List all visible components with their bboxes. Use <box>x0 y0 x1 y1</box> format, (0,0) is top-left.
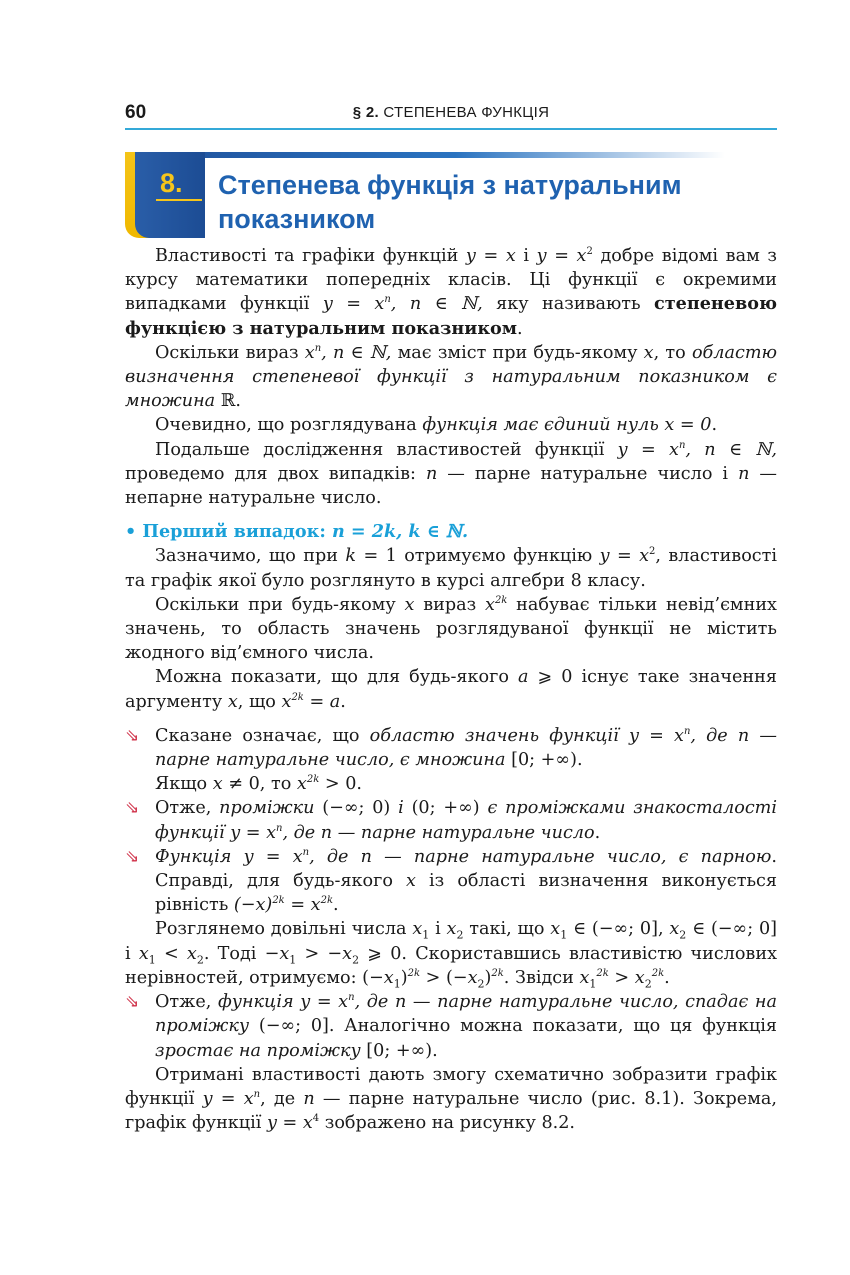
page-header <box>125 100 777 130</box>
text: > 0. <box>319 774 362 795</box>
header-rule <box>125 128 777 130</box>
formula: x <box>138 943 149 964</box>
formula: ℝ <box>215 391 236 412</box>
text-italic: проміжки <box>219 798 315 819</box>
formula: , n ∈ ℕ, <box>390 294 483 315</box>
exponent: n <box>276 822 283 834</box>
text-italic: функція має єдиний нуль <box>422 415 659 436</box>
formula: a <box>517 667 529 688</box>
subscript: 2 <box>644 977 652 991</box>
formula: n <box>303 1088 315 1109</box>
arrow-marker-icon: ⇘ <box>125 798 140 819</box>
text-italic: , де n — парне натуральне число <box>282 822 595 843</box>
arrow-marker-icon: ⇘ <box>125 992 140 1013</box>
text: набуває тільки невід’ємних значень, то область значень розглядуваної функції не містить жодного від’ємного числа. <box>125 594 777 664</box>
text: Сказане означає, що <box>155 725 370 746</box>
case-formula: n = 2k, k ∈ ℕ. <box>331 521 469 543</box>
text: вираз <box>414 594 485 615</box>
marked-statement-2 <box>125 796 777 844</box>
text: Очевидно, що розглядувана <box>155 415 423 436</box>
subscript: 1 <box>393 977 401 991</box>
text: > − <box>296 943 343 964</box>
formula: y = x <box>322 294 385 315</box>
text: , що <box>237 691 282 712</box>
subscript: 1 <box>589 977 597 991</box>
exponent: 2 <box>649 546 656 558</box>
formula: x <box>304 342 315 363</box>
text: проведемо для двох випадків: <box>125 463 426 484</box>
text: — парне натуральне число і <box>437 463 739 484</box>
formula: x <box>579 967 590 988</box>
text: ≠ 0, то <box>222 774 297 795</box>
text: . <box>432 1040 438 1061</box>
formula: , n ∈ ℕ, <box>321 342 392 363</box>
subscript: 1 <box>560 929 568 942</box>
formula: y = x <box>628 725 684 746</box>
text-italic: є проміжками знакосталості функції <box>155 798 777 843</box>
formula: x <box>669 919 680 940</box>
formula: n <box>738 463 750 484</box>
exponent: n <box>678 439 686 451</box>
text: Оскільки вираз <box>155 342 305 363</box>
formula: x <box>406 871 416 892</box>
arrow-marker-icon: ⇘ <box>125 725 140 746</box>
text: > (− <box>420 967 468 988</box>
text-italic: і <box>398 798 404 819</box>
marked-statement-1 <box>125 724 777 797</box>
formula: k <box>345 546 357 567</box>
text-italic: Функція <box>155 846 244 867</box>
text: . Звідси <box>503 967 580 988</box>
formula: a <box>329 691 341 712</box>
formula: x <box>279 943 290 964</box>
subscript: 2 <box>679 929 687 942</box>
formula: x <box>281 691 292 712</box>
formula: (−x) <box>233 895 273 916</box>
text: Оскільки при будь-якому <box>155 594 405 615</box>
formula: y = x <box>266 1113 313 1134</box>
text: . <box>340 691 346 712</box>
text: Подальше дослідження властивостей функції <box>155 439 618 460</box>
formula: y = x <box>536 246 587 266</box>
text-italic: областю визначення степеневої функції з натуральним показником є множина <box>125 342 777 412</box>
text-italic: функція <box>217 992 301 1013</box>
term-bold: степеневою функцією з натуральним показником <box>125 293 777 339</box>
paragraph-5 <box>125 544 777 592</box>
text: ∈ (−∞; 0], <box>567 919 670 940</box>
bullet: • <box>125 521 137 543</box>
paragraph-4 <box>125 438 777 511</box>
text: і <box>515 246 537 266</box>
text: Якщо <box>155 774 213 795</box>
text: . <box>594 822 601 843</box>
text: . <box>711 415 718 436</box>
text: — непарне натуральне число. <box>125 463 778 509</box>
text: . <box>517 318 523 339</box>
text: , де <box>260 1088 304 1109</box>
formula: (−∞; 0] <box>249 1016 329 1037</box>
formula: y = x <box>300 992 349 1013</box>
text: , то <box>653 342 692 363</box>
exponent: 2k <box>651 968 665 980</box>
formula: x <box>342 943 353 964</box>
formula: x <box>212 774 223 795</box>
section-running-title: СТЕПЕНЕВА ФУНКЦІЯ <box>383 104 550 121</box>
text: . <box>333 895 339 916</box>
exponent: n <box>253 1089 261 1101</box>
text: Отримані властивості дають змогу схематично зобразити графік функції <box>125 1064 777 1109</box>
text: . <box>235 391 241 412</box>
formula: x <box>412 919 423 940</box>
exponent: n <box>683 726 691 737</box>
exponent: 2k <box>407 968 421 980</box>
paragraph-2 <box>125 341 777 414</box>
text: із області визначення виконується рівність <box>155 871 777 916</box>
exponent: 2k <box>291 691 304 703</box>
body-text <box>125 244 777 1135</box>
exponent: n <box>384 294 391 306</box>
text: ∈ (−∞; 0] і <box>125 919 778 964</box>
text-italic: зростає на проміжку <box>155 1040 361 1061</box>
exponent: 2k <box>491 968 504 980</box>
formula: x <box>446 919 457 940</box>
subscript: 1 <box>148 953 156 967</box>
text: має зміст при будь-якому <box>391 342 644 363</box>
formula: x <box>186 943 197 964</box>
text: Властивості та графіки функцій <box>155 246 466 266</box>
formula: y = x <box>202 1088 254 1109</box>
text-italic: , де n — парне натуральне число, є парною <box>309 846 772 867</box>
formula: y = x <box>599 546 650 567</box>
paragraph-6 <box>125 593 777 666</box>
exponent: 2k <box>494 594 508 606</box>
section-number-underline <box>156 199 202 201</box>
formula: y = x <box>617 439 679 460</box>
arrow-marker-icon: ⇘ <box>125 846 140 867</box>
formula: x <box>404 594 415 615</box>
text: яку називають <box>482 294 655 315</box>
formula: x <box>550 919 561 940</box>
subscript: 2 <box>352 953 360 967</box>
paragraph-8 <box>125 917 777 990</box>
exponent: 2k <box>306 774 320 786</box>
section-label: § 2. <box>352 104 379 121</box>
case-heading <box>125 520 777 544</box>
subscript: 1 <box>422 929 430 942</box>
text: — парне натуральне число (рис. 8.1). Зокрема, графік функції <box>125 1088 777 1134</box>
formula: x <box>485 594 495 615</box>
paragraph-7 <box>125 665 777 713</box>
text: Розглянемо довільні числа <box>155 919 413 940</box>
text: Зазначимо, що при <box>155 546 346 567</box>
exponent: 2 <box>586 246 593 258</box>
text: < <box>155 943 187 964</box>
text: . Аналогічно можна показати, що ця функція <box>328 1016 777 1037</box>
formula: x <box>383 967 394 988</box>
formula: y = x <box>243 846 303 867</box>
formula: x <box>467 967 478 988</box>
exponent: n <box>302 847 310 859</box>
text: . Тоді − <box>203 943 280 964</box>
exponent: 2k <box>596 968 609 980</box>
text-italic: областю значень функції <box>369 725 629 746</box>
formula: [0; +∞) <box>360 1040 433 1061</box>
text: ) <box>400 967 408 988</box>
text: такі, що <box>463 919 551 940</box>
formula: , n ∈ ℕ, <box>685 439 777 460</box>
section-title: Степенева функція з натуральним показником <box>218 170 682 234</box>
text: зображено на рисунку 8.2. <box>319 1113 576 1134</box>
formula: x <box>296 774 307 795</box>
text: = 1 отримуємо функцію <box>356 546 600 567</box>
page-number: 60 <box>125 102 147 123</box>
exponent: n <box>314 342 322 354</box>
marked-statement-3 <box>125 845 777 918</box>
exponent: n <box>348 992 355 1004</box>
subscript: 1 <box>289 953 297 967</box>
text: , властивості та графік якої було розглянуто в курсі алгебри 8 класу. <box>125 546 778 591</box>
text: Можна показати, що для будь-якого <box>155 667 518 688</box>
formula: (−∞; 0) <box>314 798 399 819</box>
marked-statement-4 <box>125 990 777 1063</box>
title-band <box>125 152 725 158</box>
subscript: 2 <box>477 977 485 991</box>
formula: (0; +∞) <box>403 798 488 819</box>
text: ) <box>484 967 492 988</box>
formula: y = x <box>465 246 516 266</box>
formula: x <box>227 691 238 712</box>
paragraph-1 <box>125 244 777 341</box>
subscript: 2 <box>456 929 464 942</box>
text: > <box>608 967 635 988</box>
text: . Справді, для будь-якого <box>155 846 777 892</box>
formula: [0; +∞) <box>505 750 577 771</box>
text-italic: , де n — парне натуральне число, є множина <box>155 725 777 771</box>
text: = <box>303 691 330 712</box>
exponent: 4 <box>312 1113 320 1125</box>
text: . <box>664 967 670 988</box>
case-label: Перший випадок: <box>136 521 332 543</box>
text-italic: , де n — парне натуральне число, спадає на проміжку <box>155 992 777 1037</box>
text: ⩾ 0 існує таке значення аргументу <box>125 667 777 712</box>
text: ⩾ 0. Скориставшись властивістю числових нерівностей, отримуємо: (− <box>125 943 777 988</box>
formula: y = x <box>230 822 276 843</box>
formula: = x <box>284 895 321 916</box>
text: добре відомі вам з курсу математики попередніх класів. Ці функції є окремими випадками функції <box>125 246 777 315</box>
text: і <box>429 919 447 940</box>
text: Отже, <box>155 992 218 1013</box>
exponent: 2k <box>272 895 285 907</box>
formula: x = 0 <box>658 415 712 436</box>
paragraph-3 <box>125 413 777 437</box>
text: Отже, <box>155 798 220 819</box>
formula: n <box>425 463 438 484</box>
formula: x <box>634 967 645 988</box>
text: . <box>576 750 583 771</box>
exponent: 2k <box>320 895 334 907</box>
section-number: 8. <box>160 168 183 198</box>
formula: x <box>643 342 654 363</box>
running-title <box>125 104 777 121</box>
subscript: 2 <box>196 953 204 967</box>
paragraph-9 <box>125 1063 777 1136</box>
